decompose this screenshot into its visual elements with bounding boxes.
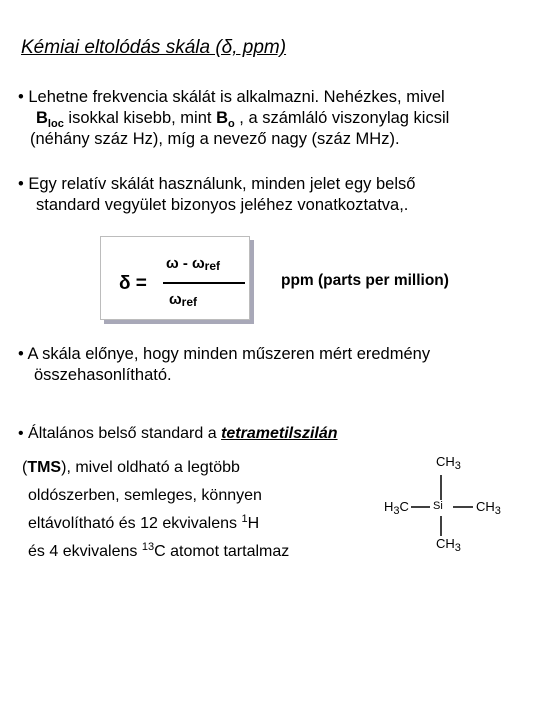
bullet4-line5: és 4 ekvivalens $^{13}$C atomot tartalmaz	[28, 541, 290, 560]
bullet-frequency-scale	[18, 87, 518, 153]
formula-delta-symbol: δ =	[119, 273, 147, 294]
bullet2-line2: standard vegyület bizonyos jeléhez vonatkoztatva,.	[36, 196, 409, 214]
formula-numerator: ω - $\omega_{ref}$	[166, 255, 221, 273]
ppm-label: ppm (parts per million)	[281, 272, 449, 289]
formula-fraction-bar	[163, 282, 245, 284]
bullet1-line1: • Lehetne frekvencia skálát is alkalmazni. Nehézkes, mivel	[18, 88, 445, 106]
bullet1-line3: (néhány száz Hz), míg a nevező nagy (száz MHz).	[30, 130, 400, 148]
formula-denominator: $\omega_{ref}$	[169, 291, 198, 309]
bullet4-line4: eltávolítható és 12 ekvivalens $^1$H	[28, 513, 260, 532]
bullet-relative-scale	[18, 174, 518, 218]
methyl-left-label: $H_3C$	[384, 499, 409, 517]
bullet3-line2: összehasonlítható.	[34, 366, 172, 384]
bullet4-line3: oldószerben, semleges, könnyen	[28, 487, 262, 504]
bullet2-line1: • Egy relatív skálát használunk, minden jelet egy belső	[18, 175, 416, 193]
tms-structure	[380, 450, 520, 560]
bullet4-line1: • Általános belső standard a tetrametilszilán	[18, 425, 338, 442]
bullet3-line1: • A skála előnye, hogy minden műszeren mért eredmény	[18, 345, 431, 363]
methyl-bottom-label: $CH_3$	[436, 536, 461, 554]
bullet-advantage	[18, 344, 518, 388]
bullet-tms	[18, 425, 398, 565]
silicon-label: Si	[433, 500, 443, 512]
bullet4-line2: (TMS), mivel oldható a legtöbb	[22, 459, 240, 476]
methyl-top-label: $CH_3$	[436, 454, 461, 472]
bullet1-line2: $B_{loc}$ isokkal kisebb, mint $B_o$ , a számláló viszonylag kicsil	[36, 109, 450, 130]
slide-title: Kémiai eltolódás skála (δ, ppm)	[21, 37, 287, 58]
methyl-right-label: $CH_3$	[476, 499, 501, 517]
delta-formula	[100, 236, 250, 320]
